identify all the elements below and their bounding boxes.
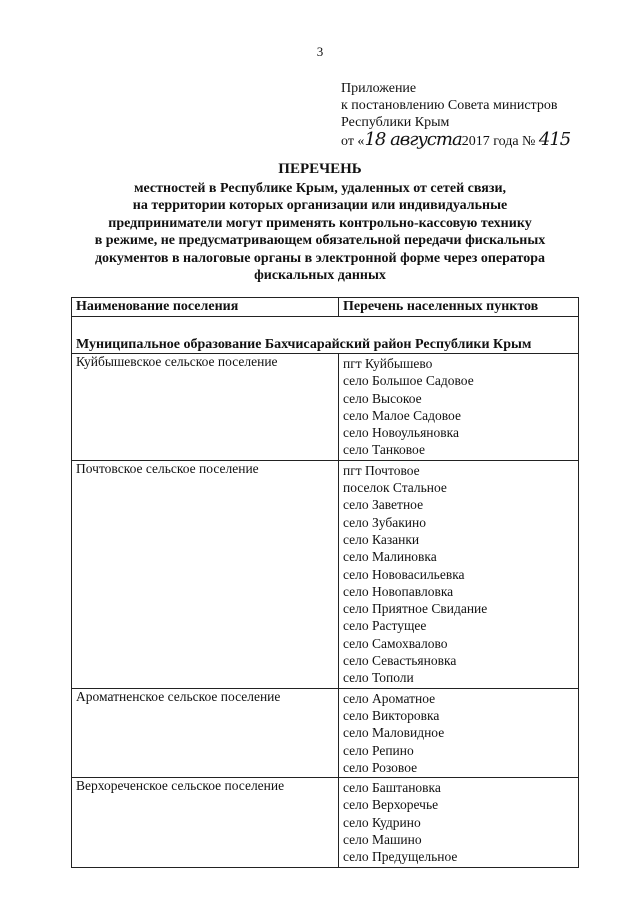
document-title: ПЕРЕЧЕНЬ [278, 161, 362, 177]
heading-line: фискальных данных [254, 268, 386, 283]
list-item: село Малиновка [343, 549, 437, 565]
handwritten-number: 415 [538, 129, 571, 150]
list-item: село Новопавловка [343, 583, 454, 599]
settlement-list [339, 688, 579, 777]
municipality-name: Муниципальное образование Бахчисарайский район Республики Крым [72, 317, 579, 354]
list-item: село Высокое [343, 390, 422, 406]
heading-line: местностей в Республике Крым, удаленных от сетей связи, [133, 180, 507, 196]
document-heading [0, 161, 640, 285]
settlement-name: Верхореченское сельское поселение [72, 778, 339, 867]
list-item: поселок Стальное [343, 480, 447, 496]
list-item: село Растущее [343, 618, 427, 634]
list-item: село Ароматное [343, 690, 436, 706]
list-item: село Новоульяновка [343, 425, 459, 441]
table-row [72, 354, 579, 461]
header-settlement-list: Перечень населенных пунктов [339, 298, 579, 317]
heading-line: документов в налоговые органы в электронной форме через оператора [94, 250, 546, 266]
date-prefix: от « [341, 134, 365, 149]
settlement-list [339, 778, 579, 867]
appendix-line-3: Республики Крым [341, 115, 450, 130]
list-item: село Верхоречье [343, 797, 439, 813]
list-item: село Кудрино [343, 814, 421, 830]
settlement-list [339, 460, 579, 688]
settlement-list [339, 354, 579, 461]
table-row [72, 778, 579, 867]
list-item: село Малое Садовое [343, 407, 461, 423]
list-item: село Самохвалово [343, 635, 448, 651]
list-item: село Викторовка [343, 707, 440, 723]
page-number: 3 [316, 44, 324, 59]
table-header-row [72, 298, 579, 317]
heading-line: на территории которых организации или индивидуальные [132, 198, 508, 213]
list-item: село Нововасильевка [343, 566, 465, 582]
list-item: пгт Почтовое [343, 462, 420, 478]
list-item: село Казанки [343, 531, 420, 547]
heading-line: предприниматели могут применять контрольно-кассовую технику [108, 215, 532, 231]
settlement-name: Ароматненское сельское поселение [72, 688, 339, 777]
settlement-name: Куйбышевское сельское поселение [72, 354, 339, 461]
heading-line: в режиме, не предусматривающем обязательной передачи фискальных [94, 233, 546, 248]
table-row [72, 688, 579, 777]
appendix-line-2: к постановлению Совета министров [341, 98, 558, 113]
appendix-block [341, 80, 570, 150]
appendix-line-1: Приложение [341, 81, 417, 96]
list-item: село Танковое [343, 442, 425, 458]
list-item: село Предущельное [343, 849, 458, 865]
list-item: село Большое Садовое [343, 373, 474, 389]
list-item: село Севастьяновка [343, 653, 457, 669]
list-item: село Розовое [343, 759, 418, 775]
list-item: село Репино [343, 742, 414, 758]
settlement-name: Почтовское сельское поселение [72, 460, 339, 688]
handwritten-date: 18 августа [364, 129, 462, 150]
list-item: село Зубакино [343, 514, 426, 530]
municipality-row [72, 317, 579, 354]
list-item: село Заветное [343, 497, 424, 513]
list-item: село Баштановка [343, 780, 441, 796]
date-suffix: 2017 года № [461, 134, 536, 149]
list-item: село Тополи [343, 670, 414, 686]
list-item: пгт Куйбышево [343, 356, 433, 371]
list-item: село Приятное Свидание [343, 601, 488, 617]
list-item: село Маловидное [343, 725, 445, 741]
appendix-date-line [341, 131, 570, 150]
list-item: село Машино [343, 832, 422, 848]
settlements-table [71, 297, 579, 868]
header-settlement-name: Наименование поселения [72, 298, 339, 317]
table-row [72, 460, 579, 688]
